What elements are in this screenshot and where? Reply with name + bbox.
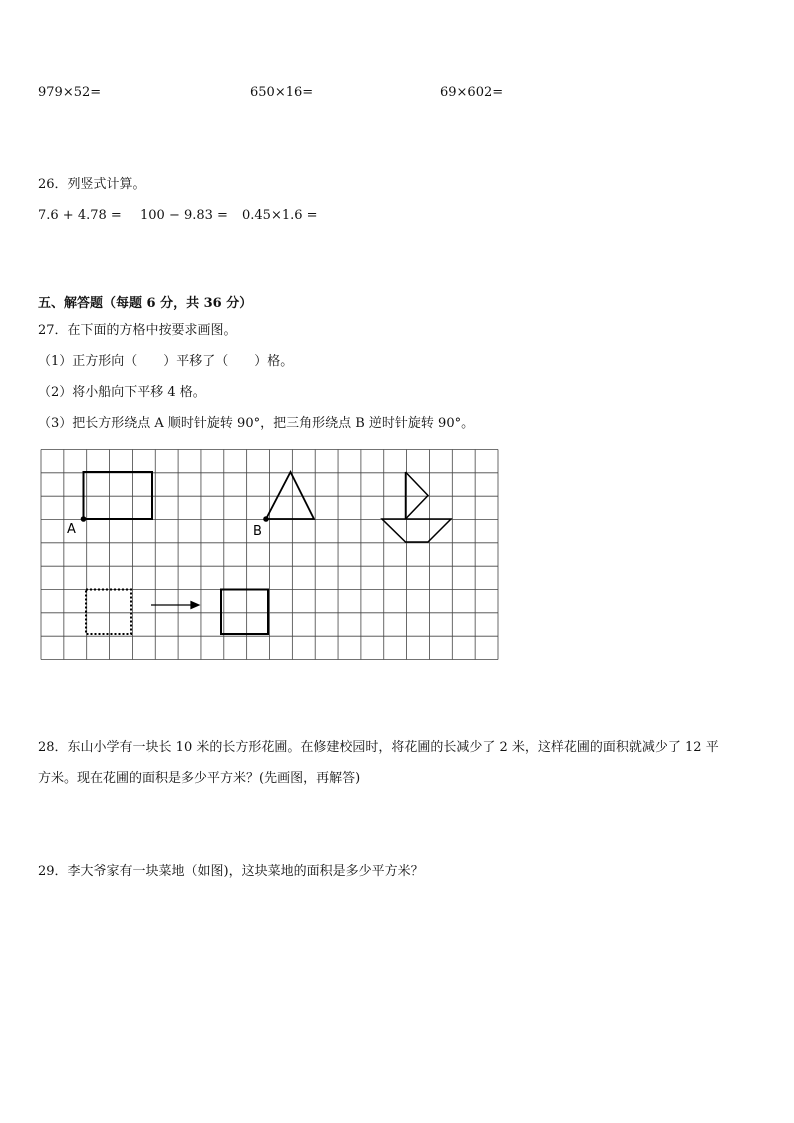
boat-sail [406, 472, 429, 519]
rectangle-shape [84, 472, 153, 519]
q26-item-3: 0.45×1.6 = [242, 208, 318, 223]
q26-item-2: 100 − 9.83 = [140, 208, 228, 223]
grid-lines [41, 450, 498, 660]
calc-item-2: 650×16= [250, 85, 314, 100]
calc-item-1: 979×52= [38, 85, 102, 100]
q29-title: 29．李大爷家有一块菜地（如图)，这块菜地的面积是多少平方米？ [38, 864, 424, 879]
boat-hull [382, 519, 451, 542]
q27-sub1: （1）正方形向（ ）平移了（ ）格。 [38, 354, 294, 369]
point-b-label: B [253, 524, 262, 539]
q27-sub2: （2）将小船向下平移 4 格。 [38, 385, 206, 400]
q28-line1: 28．东山小学有一块长 10 米的长方形花圃。在修建校园时，将花圃的长减少了 2 米，这样花圃的面积就减少了 12 平 [38, 740, 719, 755]
q26-item-1: 7.6 + 4.78 = [38, 208, 122, 223]
boat-shape [382, 472, 451, 542]
drawing-grid [40, 449, 500, 660]
arrow-shape [151, 602, 199, 609]
dotted-square-shape [86, 590, 131, 635]
q28-line2: 方米。现在花圃的面积是多少平方米？(先画图，再解答) [38, 771, 361, 786]
point-a-label: A [67, 522, 76, 537]
calc-item-3: 69×602= [440, 85, 504, 100]
point-b-dot [263, 516, 269, 522]
q27-sub3: （3）把长方形绕点 A 顺时针旋转 90°，把三角形绕点 B 逆时针旋转 90°。 [38, 416, 475, 431]
section5-heading: 五、解答题（每题 6 分，共 36 分） [38, 296, 253, 311]
square-shape [221, 590, 268, 635]
q26-title: 26．列竖式计算。 [38, 177, 146, 192]
point-a-dot [81, 516, 87, 522]
q27-title: 27．在下面的方格中按要求画图。 [38, 323, 237, 338]
triangle-shape [266, 472, 314, 519]
